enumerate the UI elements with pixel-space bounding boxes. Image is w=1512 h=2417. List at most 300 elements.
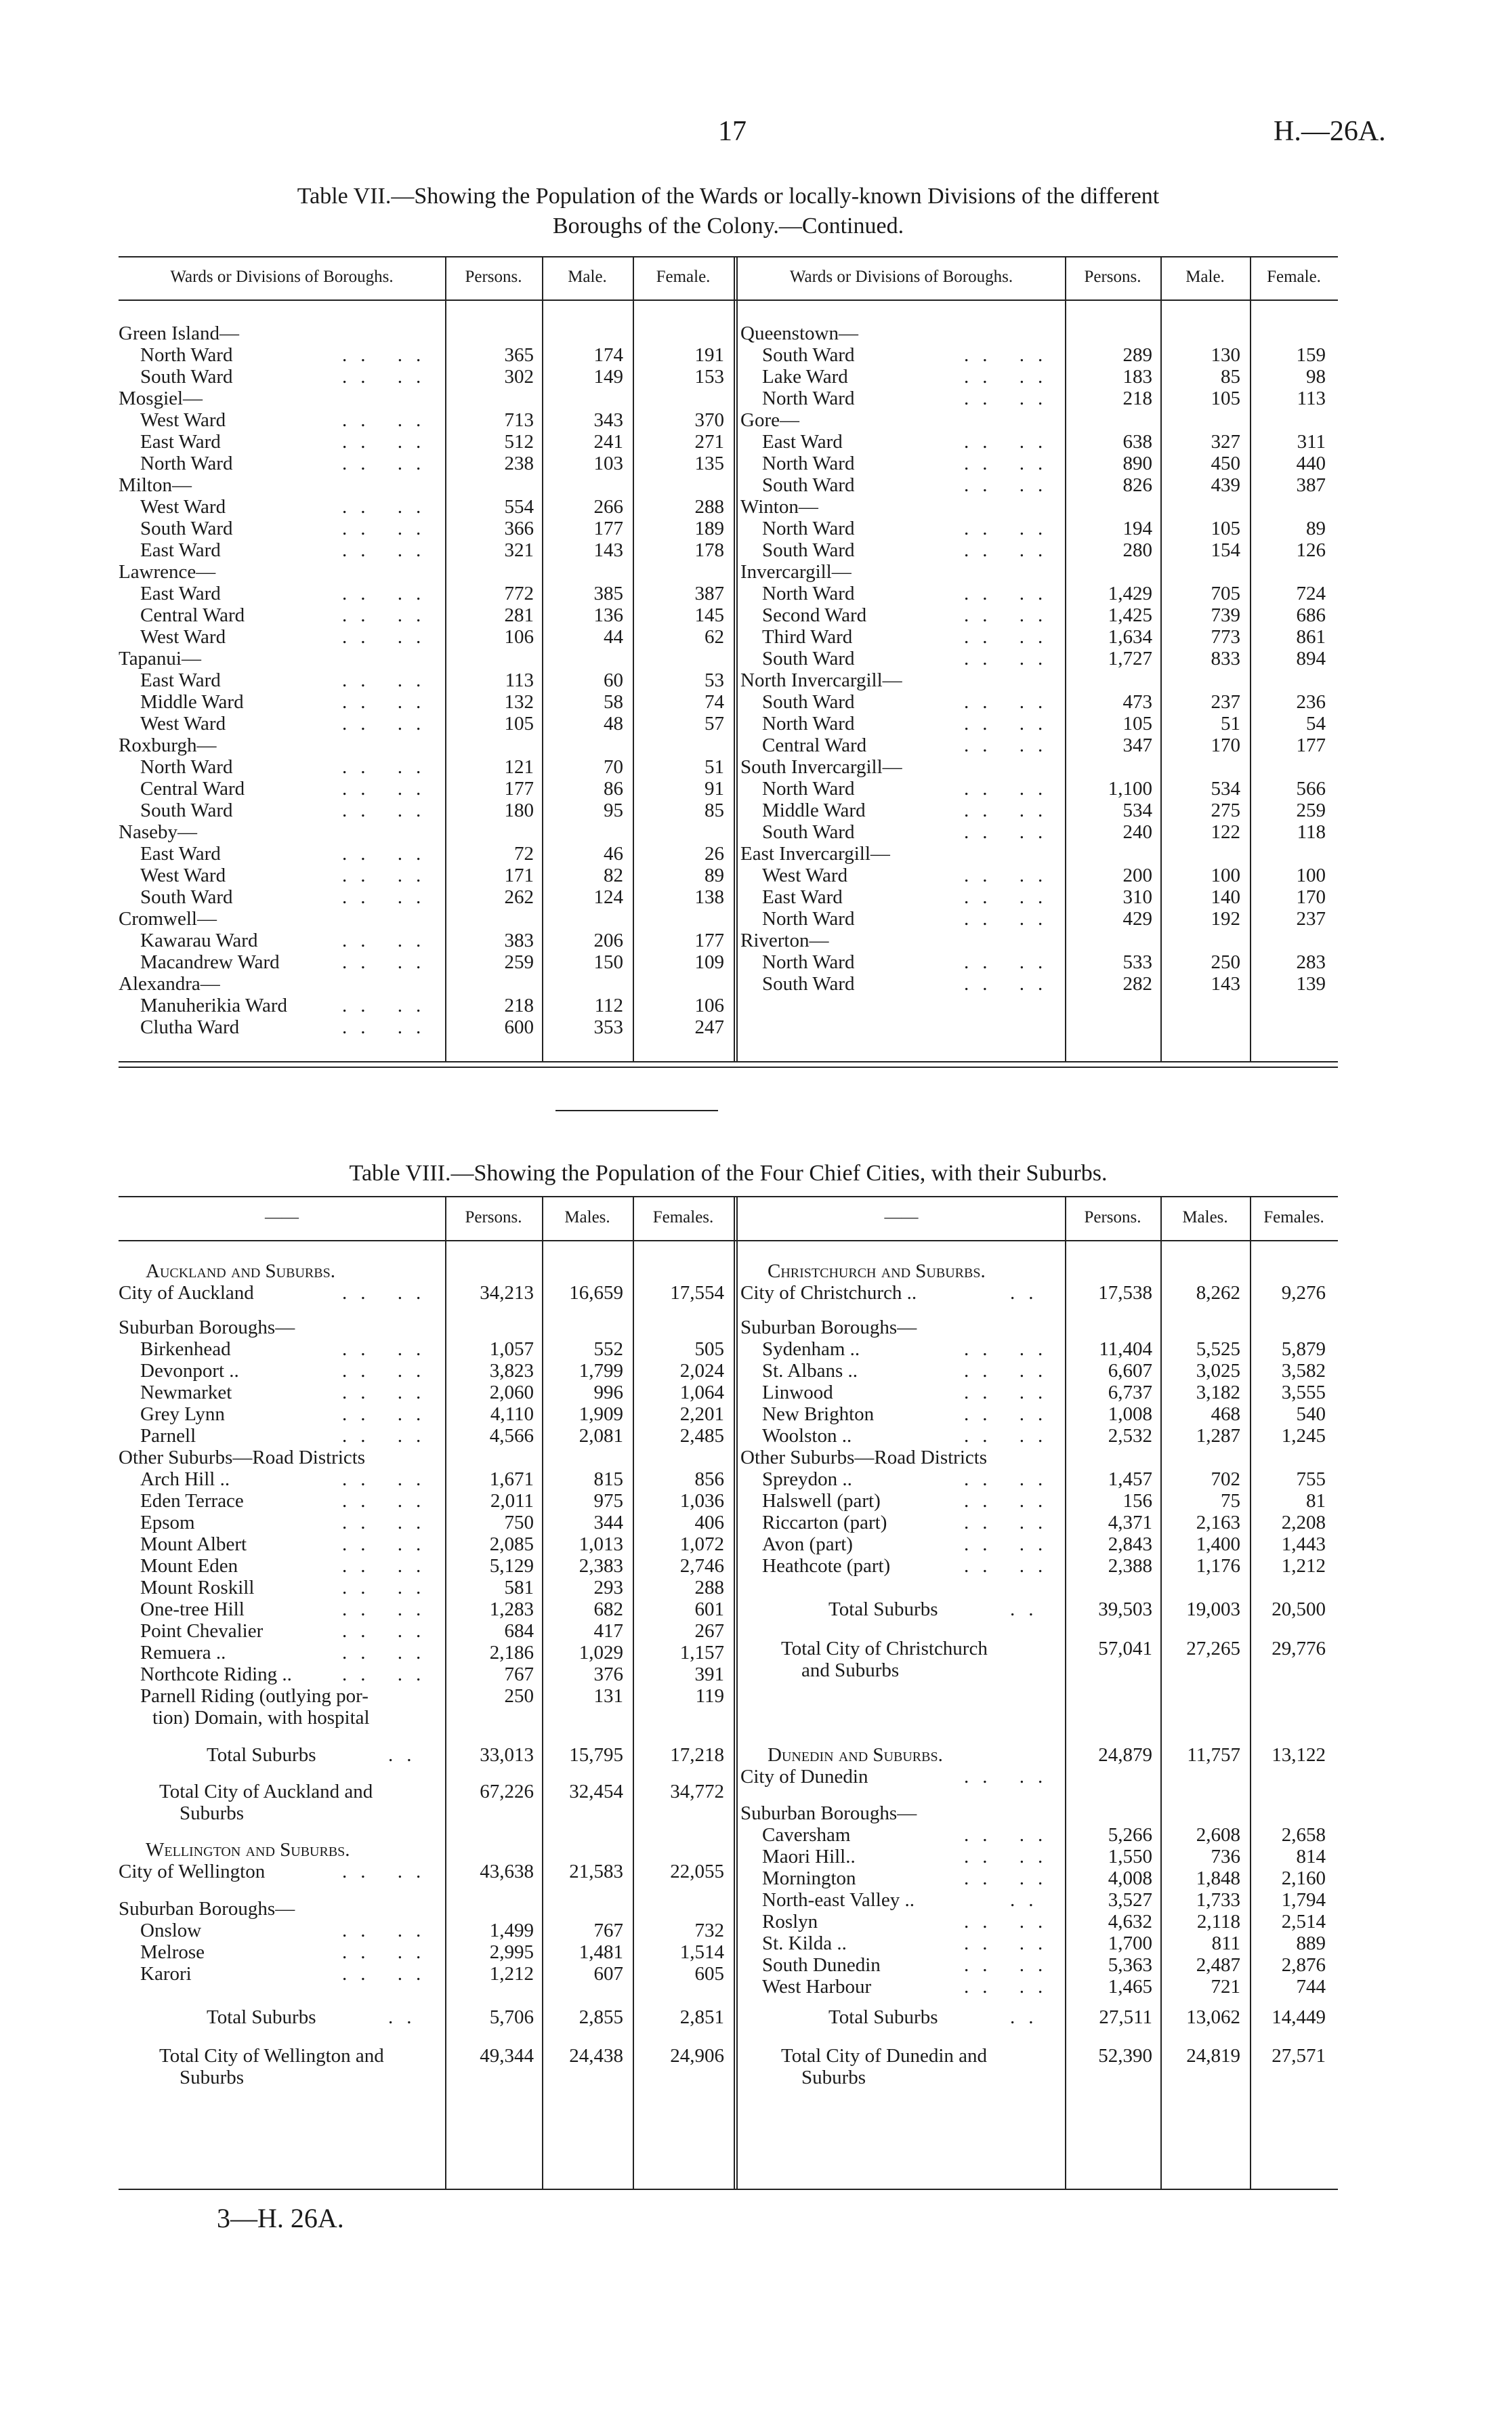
persons-value: 218 (1122, 388, 1152, 409)
male-value: 48 (604, 713, 623, 735)
persons-value: 310 (1122, 886, 1152, 908)
female-value: 387 (694, 583, 724, 604)
row-label: Suburbs (801, 2067, 866, 2088)
persons-value: 281 (504, 604, 534, 626)
row-label: Total Suburbs (828, 2006, 938, 2028)
row-label: Winton— (740, 496, 818, 518)
row-label: Sydenham .. (762, 1338, 860, 1360)
row-label: South Ward (140, 518, 233, 539)
males-value: 2,163 (1196, 1512, 1240, 1533)
males-value: 15,795 (569, 1744, 623, 1766)
females-value: 1,212 (1281, 1555, 1326, 1577)
row-label: Remuera .. (140, 1642, 226, 1664)
persons-value: 27,511 (1099, 2006, 1152, 2028)
table-row (119, 496, 734, 518)
males-value: 417 (593, 1620, 623, 1642)
leader-dots: .. .. (342, 366, 435, 388)
row-label: Third Ward (762, 626, 853, 648)
row-label: Suburban Boroughs— (740, 1802, 917, 1824)
leader-dots: .. .. (964, 908, 1057, 930)
row-label: East Ward (140, 539, 221, 561)
leader-dots: .. .. (342, 691, 435, 713)
row-label: West Ward (140, 713, 226, 735)
row-label: East Ward (762, 886, 843, 908)
leader-dots: .. .. (964, 865, 1057, 886)
row-label: St. Kilda .. (762, 1933, 847, 1954)
row-label: Mount Eden (140, 1555, 238, 1577)
table-row (119, 1016, 734, 1038)
leader-dots: .. .. (964, 648, 1057, 669)
male-value: 192 (1211, 908, 1240, 930)
female-value: 894 (1296, 648, 1326, 669)
table-row (119, 821, 734, 843)
leader-dots: .. .. (342, 1620, 435, 1642)
leader-dots: .. (388, 1744, 425, 1766)
leader-dots: .. .. (342, 1403, 435, 1425)
row-label: East Ward (140, 843, 221, 865)
row-label: Clutha Ward (140, 1016, 240, 1038)
persons-value: 2,843 (1108, 1533, 1152, 1555)
persons-value: 1,457 (1108, 1468, 1152, 1490)
table-row (740, 1954, 1338, 1976)
leader-dots: .. .. (342, 453, 435, 474)
male-value: 343 (593, 409, 623, 431)
males-value: 682 (593, 1598, 623, 1620)
table-row (740, 1933, 1338, 1954)
female-value: 170 (1296, 886, 1326, 908)
females-value: 601 (694, 1598, 724, 1620)
female-value: 191 (694, 344, 724, 366)
row-label: Avon (part) (762, 1533, 853, 1555)
female-value: 53 (705, 669, 724, 691)
female-value: 118 (1297, 821, 1326, 843)
females-value: 406 (694, 1512, 724, 1533)
persons-value: 2,011 (490, 1490, 534, 1512)
leader-dots: .. .. (342, 1512, 435, 1533)
persons-value: 2,532 (1108, 1425, 1152, 1447)
persons-value: 383 (504, 930, 534, 951)
persons-value: 156 (1122, 1490, 1152, 1512)
table-row (740, 1490, 1338, 1512)
leader-dots: .. .. (964, 366, 1057, 388)
female-value: 387 (1296, 474, 1326, 496)
table-row (740, 843, 1338, 865)
persons-value: 6,607 (1108, 1360, 1152, 1382)
table-row (740, 323, 1338, 344)
row-label: Kawarau Ward (140, 930, 258, 951)
t8-col-blank-right: —— (884, 1208, 919, 1226)
leader-dots: .. .. (342, 1360, 435, 1382)
female-value: 237 (1296, 908, 1326, 930)
leader-dots: .. .. (964, 821, 1057, 843)
male-value: 136 (593, 604, 623, 626)
males-value: 2,487 (1196, 1954, 1240, 1976)
row-label: Heathcote (part) (762, 1555, 891, 1577)
leader-dots: .. .. (964, 1512, 1057, 1533)
row-label: Parnell (140, 1425, 196, 1447)
persons-value: 534 (1122, 800, 1152, 821)
row-label: Devonport .. (140, 1360, 239, 1382)
female-value: 100 (1296, 865, 1326, 886)
female-value: 247 (694, 1016, 724, 1038)
table-row (119, 1425, 734, 1447)
table-row (740, 735, 1338, 756)
persons-value: 11,404 (1099, 1338, 1152, 1360)
males-value: 1,733 (1196, 1889, 1240, 1911)
row-label: Mount Albert (140, 1533, 247, 1555)
females-value: 814 (1296, 1846, 1326, 1867)
row-label: Lawrence— (119, 561, 216, 583)
persons-value: 4,008 (1108, 1867, 1152, 1889)
leader-dots: .. .. (964, 886, 1057, 908)
table-row (740, 1338, 1338, 1360)
male-value: 143 (593, 539, 623, 561)
males-value: 19,003 (1186, 1598, 1240, 1620)
males-value: 3,025 (1196, 1360, 1240, 1382)
row-label: Total City of Dunedin and (781, 2045, 988, 2067)
row-label: and Suburbs (801, 1659, 900, 1681)
leader-dots: .. .. (964, 453, 1057, 474)
table-row (119, 1941, 734, 1963)
table-row (740, 2067, 1338, 2088)
male-value: 353 (593, 1016, 623, 1038)
table-row (740, 713, 1338, 735)
females-value: 17,554 (670, 1282, 724, 1304)
females-value: 391 (694, 1664, 724, 1685)
leader-dots: .. .. (964, 1425, 1057, 1447)
table-row (740, 1555, 1338, 1577)
persons-value: 1,212 (489, 1963, 534, 1985)
male-value: 174 (593, 344, 623, 366)
female-value: 91 (705, 778, 724, 800)
female-value: 85 (705, 800, 724, 821)
row-label: Eden Terrace (140, 1490, 244, 1512)
table-row (119, 995, 734, 1016)
row-label: Epsom (140, 1512, 195, 1533)
male-value: 51 (1221, 713, 1240, 735)
table-row (740, 2045, 1338, 2067)
row-label: Riverton— (740, 930, 829, 951)
males-value: 1,848 (1196, 1867, 1240, 1889)
males-value: 2,383 (579, 1555, 623, 1577)
leader-dots: .. .. (964, 778, 1057, 800)
row-label: Lake Ward (762, 366, 848, 388)
table-row (119, 1898, 734, 1920)
table7-title-line1: Table VII.—Showing the Population of the Wards or locally-known Divisions of the different (297, 184, 1160, 209)
table-row (119, 1512, 734, 1533)
males-value: 1,909 (579, 1403, 623, 1425)
t7-col-female-left: Female. (656, 268, 711, 286)
persons-value: 4,632 (1108, 1911, 1152, 1933)
table-row (119, 518, 734, 539)
table-row (119, 323, 734, 344)
row-label: South Ward (762, 691, 855, 713)
males-value: 32,454 (569, 1781, 623, 1802)
t8-col-persons-left: Persons. (465, 1208, 522, 1226)
table-row (740, 388, 1338, 409)
leader-dots: .. .. (342, 756, 435, 778)
persons-value: 259 (504, 951, 534, 973)
table-row (119, 2067, 734, 2088)
persons-value: 533 (1122, 951, 1152, 973)
female-value: 62 (705, 626, 724, 648)
persons-value: 772 (504, 583, 534, 604)
persons-value: 1,550 (1108, 1846, 1152, 1867)
table-row (119, 1920, 734, 1941)
table-row (119, 2006, 734, 2028)
female-value: 109 (694, 951, 724, 973)
table-row (119, 756, 734, 778)
section-divider (555, 1110, 718, 1111)
females-value: 14,449 (1272, 2006, 1326, 2028)
leader-dots: .. .. (342, 1598, 435, 1620)
persons-value: 366 (504, 518, 534, 539)
leader-dots: .. .. (342, 1664, 435, 1685)
male-value: 95 (604, 800, 623, 821)
male-value: 450 (1211, 453, 1240, 474)
male-value: 100 (1211, 865, 1240, 886)
table-row (119, 1317, 734, 1338)
table7-left-body (119, 323, 734, 1038)
leader-dots: .. .. (964, 691, 1057, 713)
leader-dots: .. .. (964, 1468, 1057, 1490)
table-row (119, 539, 734, 561)
females-value: 605 (694, 1963, 724, 1985)
female-value: 98 (1306, 366, 1326, 388)
leader-dots: .. .. (342, 800, 435, 821)
male-value: 833 (1211, 648, 1240, 669)
persons-value: 4,566 (489, 1425, 534, 1447)
row-label: Riccarton (part) (762, 1512, 887, 1533)
row-label: Middle Ward (140, 691, 244, 713)
table-row (740, 1911, 1338, 1933)
leader-dots: .. .. (342, 626, 435, 648)
row-label: Suburban Boroughs— (740, 1317, 917, 1338)
female-value: 283 (1296, 951, 1326, 973)
leader-dots: .. .. (964, 583, 1057, 604)
table-row (740, 626, 1338, 648)
males-value: 996 (593, 1382, 623, 1403)
table-row (740, 973, 1338, 995)
row-label: East Ward (140, 583, 221, 604)
table-row (119, 973, 734, 995)
females-value: 3,555 (1281, 1382, 1326, 1403)
table-row (740, 366, 1338, 388)
females-value: 2,208 (1281, 1512, 1326, 1533)
table-row (119, 1468, 734, 1490)
t7-col-wards-left: Wards or Divisions of Boroughs. (170, 268, 394, 286)
male-value: 112 (594, 995, 623, 1016)
persons-value: 581 (504, 1577, 534, 1598)
persons-value: 43,638 (480, 1861, 534, 1882)
male-value: 266 (593, 496, 623, 518)
persons-value: 321 (504, 539, 534, 561)
persons-value: 684 (504, 1620, 534, 1642)
female-value: 311 (1297, 431, 1326, 453)
males-value: 131 (593, 1685, 623, 1707)
section-heading: Wellington and Suburbs. (146, 1839, 350, 1861)
table-row (119, 431, 734, 453)
female-value: 51 (705, 756, 724, 778)
table-row (119, 1620, 734, 1642)
female-value: 153 (694, 366, 724, 388)
persons-value: 2,995 (489, 1941, 534, 1963)
persons-value: 473 (1122, 691, 1152, 713)
table-row (740, 496, 1338, 518)
male-value: 534 (1211, 778, 1240, 800)
females-value: 9,276 (1281, 1282, 1326, 1304)
row-label: South Ward (762, 344, 855, 366)
table-row (119, 409, 734, 431)
table7-title-line2: Boroughs of the Colony.—Continued. (552, 213, 904, 239)
leader-dots: .. .. (964, 474, 1057, 496)
female-value: 145 (694, 604, 724, 626)
table-row (119, 865, 734, 886)
row-label: Caversham (762, 1824, 851, 1846)
row-label: Northcote Riding .. (140, 1664, 292, 1685)
table-row (740, 409, 1338, 431)
row-label: Total Suburbs (207, 1744, 316, 1766)
leader-dots: .. .. (964, 431, 1057, 453)
male-value: 122 (1211, 821, 1240, 843)
table-row (740, 1598, 1338, 1620)
persons-value: 554 (504, 496, 534, 518)
row-label: Arch Hill .. (140, 1468, 230, 1490)
row-label: South Ward (762, 648, 855, 669)
t8-col-males-right: Males. (1182, 1208, 1228, 1226)
males-value: 811 (1211, 1933, 1240, 1954)
row-label: South Ward (140, 886, 233, 908)
males-value: 1,481 (579, 1941, 623, 1963)
table-row (119, 1963, 734, 1985)
row-label: Roxburgh— (119, 735, 217, 756)
males-value: 344 (593, 1512, 623, 1533)
female-value: 288 (694, 496, 724, 518)
male-value: 60 (604, 669, 623, 691)
row-label: North Ward (762, 583, 855, 604)
leader-dots: .. (1010, 1282, 1047, 1304)
page-reference: H.—26A. (1274, 116, 1386, 147)
table-row (119, 669, 734, 691)
table-row (119, 561, 734, 583)
female-value: 113 (1297, 388, 1326, 409)
row-label: West Ward (140, 626, 226, 648)
females-value: 2,876 (1281, 1954, 1326, 1976)
table-row (119, 388, 734, 409)
row-label: West Ward (140, 496, 226, 518)
persons-value: 34,213 (480, 1282, 534, 1304)
table-row (740, 431, 1338, 453)
leader-dots: .. .. (342, 1468, 435, 1490)
male-value: 206 (593, 930, 623, 951)
table-row (740, 1260, 1338, 1282)
table-row (119, 843, 734, 865)
leader-dots: .. .. (342, 865, 435, 886)
t8-col-persons-right: Persons. (1084, 1208, 1141, 1226)
males-value: 8,262 (1196, 1282, 1240, 1304)
leader-dots: .. .. (964, 1824, 1057, 1846)
male-value: 773 (1211, 626, 1240, 648)
table8-left-body (119, 1260, 734, 2182)
row-label: North Ward (140, 344, 233, 366)
female-value: 370 (694, 409, 724, 431)
persons-value: 67,226 (480, 1781, 534, 1802)
males-value: 702 (1211, 1468, 1240, 1490)
row-label: North Ward (762, 388, 855, 409)
row-label: Newmarket (140, 1382, 232, 1403)
leader-dots: .. .. (342, 1016, 435, 1038)
row-label: City of Auckland (119, 1282, 254, 1304)
table-row (740, 800, 1338, 821)
female-value: 126 (1296, 539, 1326, 561)
t7-col-male-right: Male. (1185, 268, 1225, 286)
persons-value: 512 (504, 431, 534, 453)
row-label: Total City of Christchurch (781, 1638, 988, 1659)
row-label: Birkenhead (140, 1338, 231, 1360)
males-value: 13,062 (1186, 2006, 1240, 2028)
leader-dots: .. .. (964, 1867, 1057, 1889)
persons-value: 1,727 (1108, 648, 1152, 669)
leader-dots: .. .. (964, 1403, 1057, 1425)
persons-value: 1,425 (1108, 604, 1152, 626)
row-label: Suburban Boroughs— (119, 1898, 295, 1920)
row-label: Invercargill— (740, 561, 852, 583)
males-value: 1,176 (1196, 1555, 1240, 1577)
male-value: 241 (593, 431, 623, 453)
table-row (119, 1403, 734, 1425)
row-label: Milton— (119, 474, 192, 496)
females-value: 17,218 (670, 1744, 724, 1766)
row-label: Tapanui— (119, 648, 201, 669)
male-value: 46 (604, 843, 623, 865)
persons-value: 49,344 (480, 2045, 534, 2067)
persons-value: 826 (1122, 474, 1152, 496)
female-value: 177 (1296, 735, 1326, 756)
males-value: 607 (593, 1963, 623, 1985)
females-value: 119 (695, 1685, 724, 1707)
table-row (740, 1360, 1338, 1382)
females-value: 744 (1296, 1976, 1326, 1998)
row-label: Mosgiel— (119, 388, 203, 409)
row-label: Suburbs (180, 1802, 245, 1824)
table-row (740, 1766, 1338, 1788)
persons-value: 1,429 (1108, 583, 1152, 604)
female-value: 26 (705, 843, 724, 865)
table-row (740, 1425, 1338, 1447)
leader-dots: .. .. (342, 431, 435, 453)
female-value: 686 (1296, 604, 1326, 626)
table-row (119, 1685, 734, 1707)
row-label: Central Ward (140, 604, 245, 626)
persons-value: 280 (1122, 539, 1152, 561)
table7-right-body (740, 323, 1338, 995)
table-row (740, 1638, 1338, 1659)
persons-value: 2,060 (489, 1382, 534, 1403)
leader-dots: .. (1010, 1598, 1047, 1620)
male-value: 85 (1221, 366, 1240, 388)
females-value: 505 (694, 1338, 724, 1360)
table-row (740, 561, 1338, 583)
male-value: 237 (1211, 691, 1240, 713)
t7-col-female-right: Female. (1267, 268, 1321, 286)
row-label: City of Dunedin (740, 1766, 868, 1788)
females-value: 1,794 (1281, 1889, 1326, 1911)
female-value: 54 (1306, 713, 1326, 735)
table-row (740, 1468, 1338, 1490)
row-label: South Invercargill— (740, 756, 902, 778)
female-value: 271 (694, 431, 724, 453)
table-row (119, 1382, 734, 1403)
